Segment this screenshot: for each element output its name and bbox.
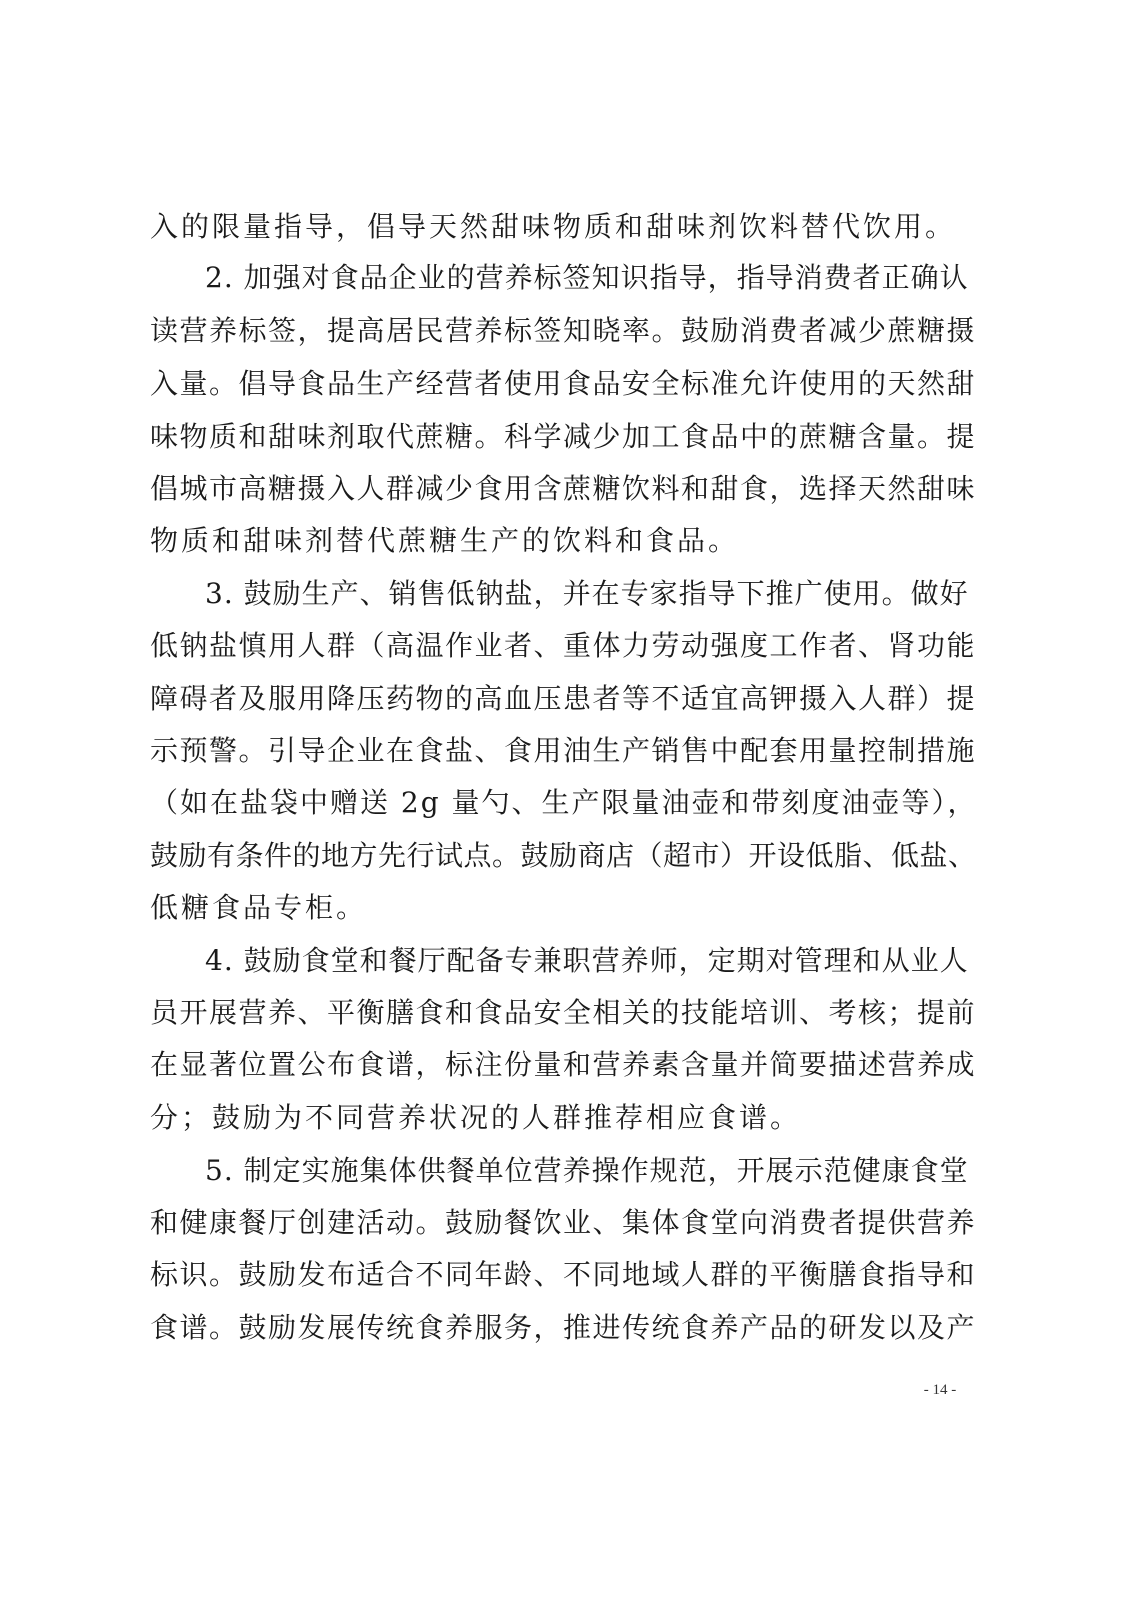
text-line: （如在盐袋中赠送 2g 量勺、生产限量油壶和带刻度油壶等）， [150, 786, 978, 819]
text-line: 分；鼓励为不同营养状况的人群推荐相应食谱。 [150, 1101, 802, 1134]
text-line: 入量。倡导食品生产经营者使用食品安全标准允许使用的天然甜 [150, 367, 977, 400]
text-line: 员开展营养、平衡膳食和食品安全相关的技能培训、考核；提前 [150, 996, 977, 1029]
text-line: 标识。鼓励发布适合不同年龄、不同地域人群的平衡膳食指导和 [150, 1258, 977, 1291]
text-line: 倡城市高糖摄入人群减少食用含蔗糖饮料和甜食，选择天然甜味 [150, 472, 977, 505]
text-line: 鼓励有条件的地方先行试点。鼓励商店（超市）开设低脂、低盐、 [150, 839, 977, 872]
text-line: 物质和甜味剂替代蔗糖生产的饮料和食品。 [150, 524, 740, 557]
text-line: 在显著位置公布食谱，标注份量和营养素含量并简要描述营养成 [150, 1048, 977, 1081]
text-line: 读营养标签，提高居民营养标签知晓率。鼓励消费者减少蔗糖摄 [150, 314, 977, 347]
text-line: 和健康餐厅创建活动。鼓励餐饮业、集体食堂向消费者提供营养 [150, 1206, 977, 1239]
text-line: 味物质和甜味剂取代蔗糖。科学减少加工食品中的蔗糖含量。提 [150, 420, 977, 453]
text-line: 食谱。鼓励发展传统食养服务，推进传统食养产品的研发以及产 [150, 1311, 977, 1344]
text-line: 低糖食品专柜。 [150, 891, 368, 924]
text-line: 入的限量指导，倡导天然甜味物质和甜味剂饮料替代饮用。 [150, 210, 957, 243]
text-line: 低钠盐慎用人群（高温作业者、重体力劳动强度工作者、肾功能 [150, 629, 977, 662]
page-number: - 14 - [923, 1382, 957, 1398]
text-line: 示预警。引导企业在食盐、食用油生产销售中配套用量控制措施 [150, 734, 977, 767]
paragraph-4-first-line: 4. 鼓励食堂和餐厅配备专兼职营养师，定期对管理和从业人 [205, 944, 969, 977]
paragraph-3-first-line: 3. 鼓励生产、销售低钠盐，并在专家指导下推广使用。做好 [205, 577, 969, 610]
paragraph-5-first-line: 5. 制定实施集体供餐单位营养操作规范，开展示范健康食堂 [205, 1154, 969, 1187]
text-line: 障碍者及服用降压药物的高血压患者等不适宜高钾摄入人群）提 [150, 682, 977, 715]
paragraph-2-first-line: 2. 加强对食品企业的营养标签知识指导，指导消费者正确认 [205, 261, 969, 294]
